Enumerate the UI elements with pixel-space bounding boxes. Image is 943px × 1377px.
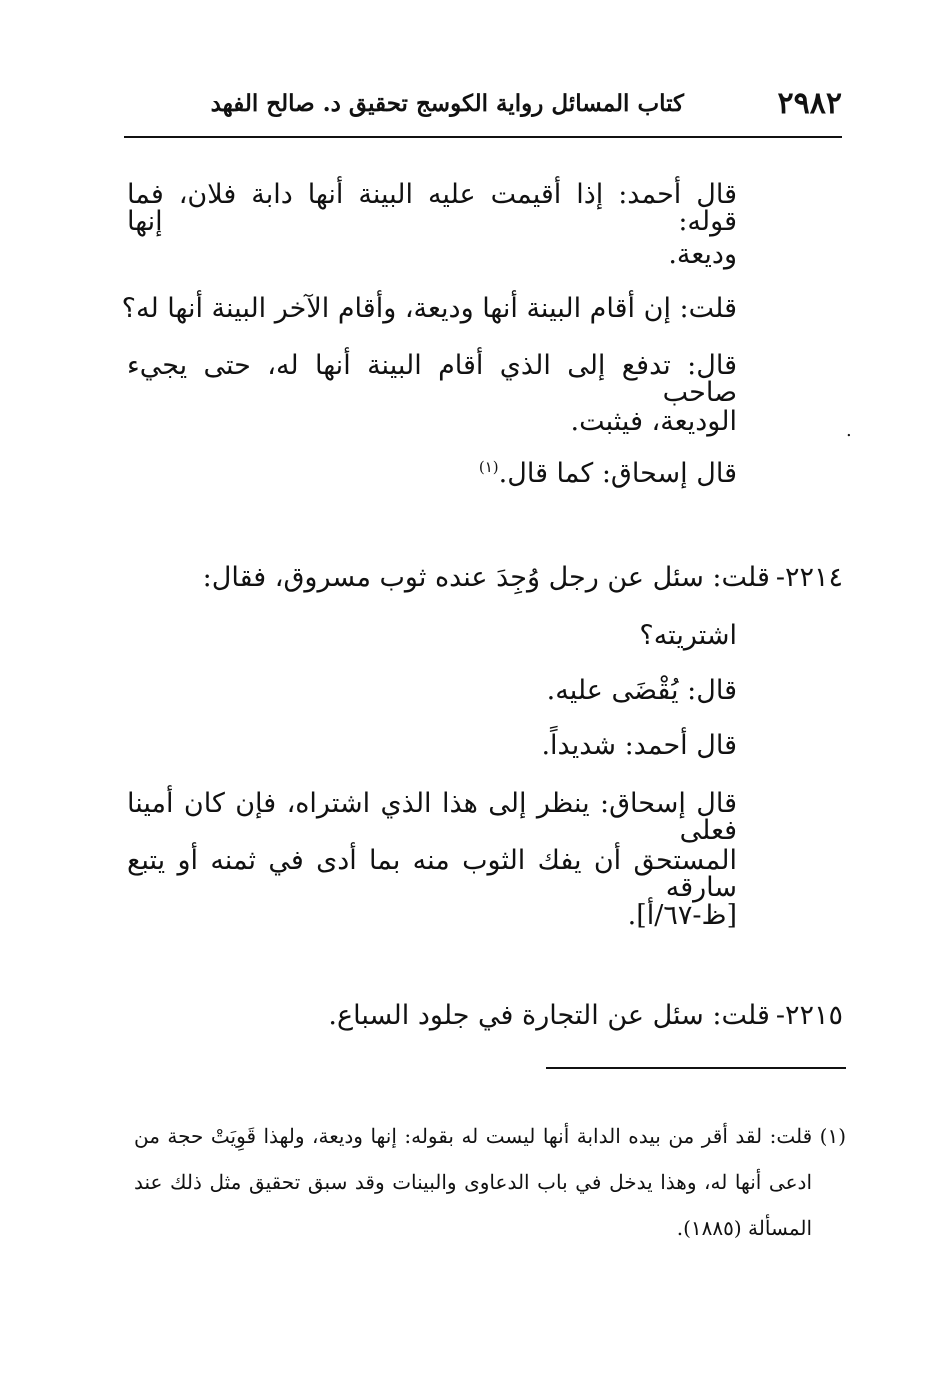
q2214-answer-3-line-1: قال إسحاق: ينظر إلى هذا الذي اشتراه، فإن كان أمينا فعلى: [127, 788, 737, 846]
q2214-answer-3-line-3: [ظ-٦٧/أ].: [627, 900, 737, 931]
q2214-number: ٢٢١٤-: [775, 562, 843, 593]
footnote-line-2: ادعى أنها له، وهذا يدخل في باب الدعاوى والبينات وقد سبق تحقيق مثل ذلك عند: [134, 1170, 812, 1194]
p3-line-1: قال: تدفع إلى الذي أقام البينة أنها له، حتى يجيء صاحب: [127, 350, 737, 408]
q2214-line-1: [128, 564, 843, 591]
footnote-rule: [546, 1067, 846, 1069]
p4-text: قال إسحاق: كما قال.: [498, 458, 737, 489]
q2214-answer-1: قال: يُقْضَى عليه.: [546, 675, 737, 706]
q2214-line-2: اشتريته؟: [639, 620, 737, 651]
p3-line-2: الوديعة، فيثبت.: [570, 406, 737, 437]
footnote-line-3: المسألة (١٨٨٥).: [676, 1216, 812, 1240]
page-number: ٢٩٨٢: [777, 86, 842, 121]
footnote-line-1: (١) قلت: لقد أقر من بيده الدابة أنها ليست له بقوله: إنها وديعة، ولهذا قَوِيَتْ حجة من: [134, 1124, 846, 1148]
q2215-text: قلت: سئل عن التجارة في جلود السباع.: [328, 1000, 770, 1031]
p1-line-2: وديعة.: [668, 239, 737, 270]
q2214-answer-2: قال أحمد: شديداً.: [541, 730, 737, 761]
q2214-text: قلت: سئل عن رجل وُجِدَ عنده ثوب مسروق، فقال:: [202, 562, 770, 593]
q2215-line-1: [328, 1002, 843, 1029]
p1-line-1: قال أحمد: إذا أقيمت عليه البينة أنها دابة فلان، فما قوله: إنها: [127, 179, 737, 237]
margin-dot: .: [846, 420, 852, 441]
p2-line: قلت: إن أقام البينة أنها وديعة، وأقام الآخر البينة أنها له؟: [121, 293, 737, 324]
q2215-number: ٢٢١٥-: [775, 1000, 843, 1031]
header-rule: [124, 136, 842, 138]
p4-line: [479, 460, 737, 487]
running-title: كتاب المسائل رواية الكوسج تحقيق د. صالح الفهد: [210, 90, 684, 117]
q2214-answer-3-line-2: المستحق أن يفك الثوب منه بما أدى في ثمنه أو يتبع سارقه: [127, 845, 737, 903]
page-header: [124, 86, 842, 130]
footnote-ref[interactable]: (١): [478, 458, 499, 476]
